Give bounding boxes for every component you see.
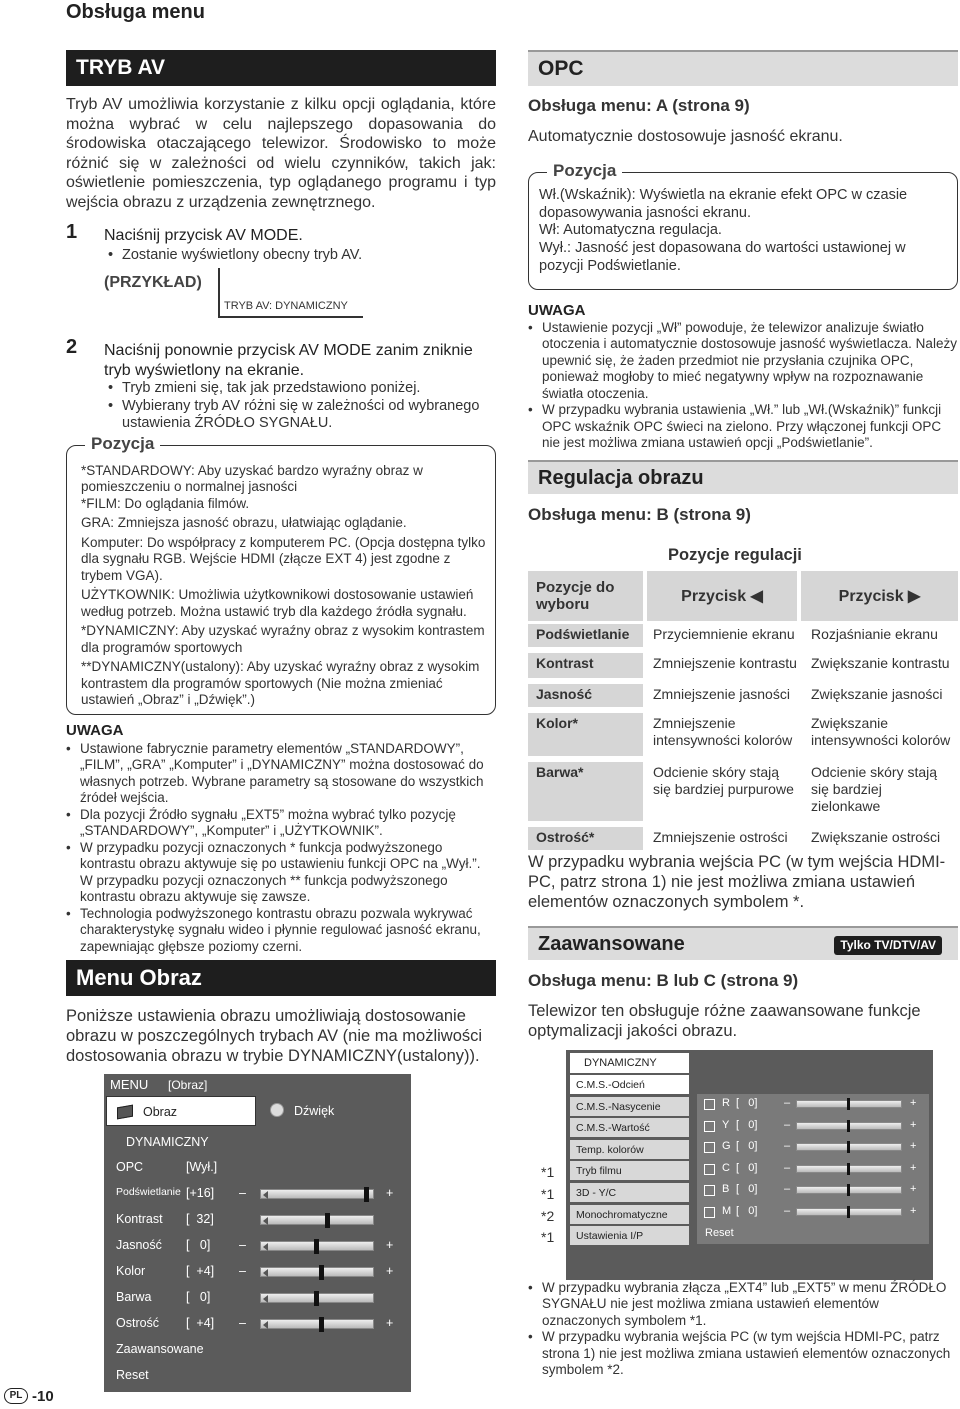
regulacja-sub: Obsługa menu: B (strona 9) (528, 505, 751, 524)
pozycja-item: *STANDARDOWY: Aby uzyskać bardzo wyraźny obraz w pomieszczeniu o normalnej jasności (81, 463, 423, 495)
color-checkbox[interactable] (704, 1121, 715, 1132)
opc-title: OPC (528, 50, 958, 86)
color-checkbox[interactable] (704, 1207, 715, 1218)
regulacja-row (528, 713, 958, 759)
tryb-av-pozycja-box (66, 434, 496, 715)
slider-knob[interactable] (364, 1187, 369, 1202)
plus-sign: + (386, 1316, 394, 1330)
color-channel-slider[interactable] (796, 1165, 902, 1173)
pozycja-list (81, 463, 486, 709)
color-channel-value: [ 0] (736, 1118, 758, 1131)
opc-pozycja-list (539, 187, 951, 275)
page-number: -10 (32, 1388, 54, 1405)
regulacja-effect: Zwiększanie kontrastu (809, 653, 958, 678)
left-arrow-icon (263, 1217, 268, 1225)
page-header: Obsługa menu (66, 1, 205, 23)
minus-sign: – (784, 1140, 791, 1152)
pozycja-item: Komputer: Do współpracy z komputerem PC. (Opcja dostępna tylko dla sygnału RGB. Wejście HDMI (złącze EXT 4) jest zgodne z trybem VGA). (81, 534, 486, 583)
color-channel-value: [ 0] (736, 1097, 758, 1109)
color-channel-value: [ 0] (736, 1140, 758, 1152)
minus-sign: – (239, 1186, 246, 1200)
pozycja-item: *FILM: Do oglądania filmów. (81, 495, 250, 511)
color-channel-slider[interactable] (796, 1100, 902, 1108)
color-checkbox[interactable] (704, 1164, 715, 1175)
zaawansowane-title (528, 926, 958, 960)
slider-knob[interactable] (847, 1206, 850, 1218)
plus-sign: + (910, 1161, 917, 1174)
color-channel-value: [ 0] (736, 1204, 758, 1217)
opc-pozycja-box (528, 161, 958, 290)
tab-obraz[interactable] (106, 1096, 256, 1126)
color-checkbox[interactable] (704, 1099, 715, 1110)
slider-knob[interactable] (319, 1265, 324, 1280)
step1-text: Naciśnij przycisk AV MODE. (104, 227, 303, 244)
footnote-mark: *2 (541, 1207, 555, 1224)
minus-sign: – (239, 1316, 246, 1330)
footnote-mark: *1 (541, 1229, 555, 1246)
speaker-icon (270, 1103, 284, 1117)
menu-row-value: [ 32] (186, 1212, 214, 1226)
regulacja-effect: Zwiększanie intensywności kolorów (809, 713, 958, 756)
menu-row-slider[interactable] (260, 1241, 374, 1251)
menu-row-slider[interactable] (260, 1319, 374, 1329)
menu-row-value: [ +4] (186, 1316, 215, 1330)
regulacja-effect: Odcienie skóry stają się bardziej zielonkawe (809, 762, 958, 821)
menu-row-slider[interactable] (260, 1215, 374, 1225)
menu-mode: DYNAMICZNY (126, 1135, 209, 1149)
color-channel-label: G (722, 1140, 731, 1152)
plus-sign: + (910, 1183, 917, 1195)
reset-item[interactable]: Reset (697, 1224, 929, 1244)
regulacja-effect: Zwiększanie ostrości (809, 827, 958, 850)
opc-sub: Obsługa menu: A (strona 9) (528, 96, 750, 115)
opc-uwaga-title: UWAGA (528, 302, 586, 319)
menu-row-slider[interactable] (260, 1293, 374, 1303)
pozycja-item: *DYNAMICZNY: Aby uzyskać wyraźny obraz z wysokim kontrastem dla programów sportowych (81, 623, 485, 655)
menu-row-label[interactable]: Reset (116, 1368, 149, 1382)
regulacja-effect: Przyciemnienie ekranu (651, 624, 801, 647)
col-header: Przycisk ▶ (801, 571, 958, 621)
regulacja-item: Kontrast (528, 653, 643, 678)
obraz-menu-screen (104, 1074, 411, 1392)
slider-knob[interactable] (314, 1239, 319, 1254)
regulacja-effect: Zwiększanie jasności (809, 684, 958, 707)
zaaw-menu-item[interactable]: Ustawienia I/P (570, 1226, 689, 1245)
footnote-mark: *1 (541, 1186, 555, 1202)
minus-sign: – (239, 1264, 246, 1278)
step2-bullet: • Wybierany tryb AV różni się w zależności od wybranego ustawienia ŹRÓDŁO SYGNAŁU. (108, 398, 496, 433)
uwaga-item: • Technologia podwyższonego kontrastu obrazu pozwala wykrywać charakterystykę sygnału wideo i płynnie regulować jasność ekranu, zapewniając głębsze poziomy czerni. (66, 906, 496, 955)
zaaw-note: • W przypadku wybrania wejścia PC (w tym wejścia HDMI-PC, patrz strona 1) nie jest możliwa zmiana ustawień elementów oznaczonych symbolem *2. (528, 1329, 958, 1378)
step2-number: 2 (66, 336, 78, 358)
plus-sign: + (910, 1097, 917, 1109)
slider-knob[interactable] (847, 1098, 850, 1110)
regulacja-row (528, 827, 958, 853)
opc-pozycja-item: Wł: Automatyczna regulacja. (539, 222, 722, 239)
menu-obraz-title: Menu Obraz (66, 960, 496, 996)
regulacja-title: Regulacja obrazu (528, 460, 958, 494)
color-channel-label: C (722, 1161, 730, 1174)
regulacja-row (528, 684, 958, 710)
menu-row-slider[interactable] (260, 1189, 374, 1199)
regulacja-note: W przypadku wybrania wejścia PC (w tym wejścia HDMI-PC, patrz strona 1) nie jest możliwa zmiana ustawień elementów oznaczonych symbolem *. (528, 853, 946, 912)
tryb-av-title: TRYB AV (66, 50, 496, 86)
opc-pozycja-item: Wył.: Jasność jest dopasowana do wartości ustawionej w pozycji Podświetlanie. (539, 240, 906, 274)
menu-row-label[interactable]: Kontrast (116, 1212, 163, 1226)
menu-row-label[interactable]: Ostrość (116, 1316, 160, 1330)
zaaw-menu-item[interactable]: 3D - Y/C (570, 1183, 689, 1202)
color-checkbox[interactable] (704, 1185, 715, 1196)
color-channel-label: M (722, 1204, 732, 1217)
regulacja-item: Kolor* (528, 713, 643, 756)
menu-obraz-intro: Poniższe ustawienia obrazu umożliwiają dostosowanie obrazu w poszczególnych trybach AV (nie ma możliwości dostosowania obrazu w trybie DYNAMICZNY(ustalony)). (66, 1007, 483, 1066)
tab-dzwiek-label: Dźwięk (294, 1104, 335, 1118)
regulacja-row (528, 653, 958, 681)
left-arrow-icon (263, 1295, 268, 1303)
tryb-av-intro: Tryb AV umożliwia korzystanie z kilku opcji oglądania, które można wybrać w celu najlepszego dopasowania do środowiska otaczającego telewizor. Środowisko to może różnić się w zależności od wielu czynników, takich jak: oświetlenie pomieszczenia, typ oglądanego programu i typ wejścia obrazu z urządzenia zewnętrznego. (66, 96, 496, 211)
regulacja-effect: Rozjaśnianie ekranu (809, 624, 958, 647)
regulacja-row (528, 624, 958, 650)
regulacja-item: Ostrość* (528, 827, 643, 850)
left-arrow-icon (263, 1321, 268, 1329)
step2-bullets (108, 380, 496, 433)
example-label: (PRZYKŁAD) (104, 274, 202, 291)
step2-text: Naciśnij ponownie przycisk AV MODE zanim zniknie tryb wyświetlony na ekranie. (104, 342, 473, 379)
uwaga-title: UWAGA (66, 722, 124, 739)
step2-bullet: • Tryb zmieni się, tak jak przedstawiono poniżej. (108, 380, 496, 398)
regulacja-item: Jasność (528, 684, 643, 707)
col-header: Przycisk ◀ (647, 571, 797, 621)
opc-uwaga-item: • W przypadku wybrania ustawienia „Wł.” lub „Wł.(Wskaźnik)” funkcji OPC wskaźnik OPC świeci na zielono. Przy włączonej funkcji OPC nie jest możliwa zmiana ustawień opcji „Podświetlanie”. (528, 402, 958, 451)
tv-only-badge: Tylko TV/DTV/AV (834, 936, 942, 955)
color-checkbox[interactable] (704, 1142, 715, 1153)
menu-row-slider[interactable] (260, 1267, 374, 1277)
plus-sign: + (386, 1264, 394, 1278)
zaaw-menu-item[interactable]: Temp. kolorów (570, 1140, 689, 1159)
minus-sign: – (239, 1238, 246, 1252)
menu-row-value: [Wył.] (186, 1160, 218, 1174)
color-channel-value: [ 0] (736, 1183, 758, 1195)
zaawansowane-sub: Obsługa menu: B lub C (strona 9) (528, 971, 799, 990)
uwaga-item: • Ustawione fabrycznie parametry elementów „STANDARDOWY”, „FILM”, „GRA” „Komputer” i „DYNAMICZNY” można dostosować do własnych potrzeb. Wybrane parametry są stosowane do wszystkich źródeł wejścia. (66, 741, 496, 807)
menu-row-value: [ 0] (186, 1290, 211, 1304)
color-channel-slider[interactable] (796, 1143, 902, 1151)
tab-obraz-label: Obraz (143, 1105, 178, 1119)
opc-pozycja-item: Wł.(Wskaźnik): Wyświetla na ekranie efekt OPC w czasie dopasowywania jasności ekranu. (539, 187, 908, 221)
opc-uwaga-item: • Ustawienie pozycji „Wł” powoduje, że telewizor analizuje światło otoczenia i automatycznie dostosowuje jasność wyświetlacza. Należy upewnić się, że żaden przedmiot nie przysłania czujnika OPC, ponieważ mogłoby to mieć negatywny wpływ na rozpoznawanie światła otoczenia. (528, 320, 958, 402)
slider-knob[interactable] (319, 1317, 324, 1332)
pozycja-title: Pozycja (85, 434, 160, 455)
slider-knob[interactable] (314, 1291, 319, 1306)
zaaw-menu-item[interactable]: Tryb filmu (570, 1161, 689, 1180)
uwaga-item: • W przypadku pozycji oznaczonych * funkcja podwyższonego kontrastu obrazu aktywuje się po ustawieniu funkcji OPC na „Wył.”. W przypadku pozycji oznaczonych ** funkcja podwyższonego kontrastu obrazu aktywuje się zawsze. (66, 840, 496, 906)
left-arrow-icon (263, 1243, 268, 1251)
zaawansowane-title-text: Zaawansowane (538, 932, 685, 955)
menu-row-value: [ 0] (186, 1238, 211, 1252)
left-arrow-icon (263, 1191, 268, 1199)
example-screen-text: TRYB AV: DYNAMICZNY (224, 300, 348, 312)
color-channel-label: Y (722, 1118, 730, 1131)
zaawansowane-menu-screen (566, 1050, 933, 1280)
regulacja-row (528, 762, 958, 824)
picture-icon (117, 1105, 133, 1120)
menu-row-label[interactable]: Jasność (116, 1238, 162, 1252)
menu-row-value: [+16] (186, 1186, 215, 1200)
plus-sign: + (386, 1238, 394, 1252)
step1-number: 1 (66, 221, 78, 243)
minus-sign: – (784, 1161, 791, 1174)
zaaw-menu-item[interactable]: Monochromatyczne (570, 1205, 689, 1224)
language-badge: PL (4, 1388, 28, 1404)
uwaga-item: • Dla pozycji Źródło sygnału „EXT5” można wybrać tylko pozycję „STANDARDOWY”, „Komputer” i „UŻYTKOWNIK”. (66, 807, 496, 840)
regulacja-item: Podświetlanie (528, 624, 643, 647)
regulacja-effect: Zmniejszenie kontrastu (651, 653, 801, 678)
slider-knob[interactable] (847, 1184, 850, 1196)
minus-sign: – (784, 1118, 791, 1131)
regulacja-item: Barwa* (528, 762, 643, 821)
zaaw-menu-mode: DYNAMICZNY (570, 1053, 689, 1073)
menu-row-value: [ +4] (186, 1264, 215, 1278)
minus-sign: – (784, 1204, 791, 1217)
opc-pozycja-title: Pozycja (547, 161, 622, 182)
zaaw-menu-item[interactable]: C.M.S.-Wartość (570, 1118, 689, 1137)
color-channel-value: [ 0] (736, 1161, 758, 1174)
regulacja-effect: Odcienie skóry stają się bardziej purpurowe (651, 762, 801, 821)
color-channel-slider[interactable] (796, 1208, 902, 1216)
pozycja-item: UŻYTKOWNIK: Umożliwia użytkownikowi dostosowanie ustawień według potrzeb. Można ustawić tryb dla każdego źródła sygnału. (81, 587, 474, 619)
opc-uwaga-list (528, 320, 958, 452)
regulacja-effect: Zmniejszenie intensywności kolorów (651, 713, 801, 756)
color-channel-slider[interactable] (796, 1186, 902, 1194)
plus-sign: + (386, 1186, 394, 1200)
plus-sign: + (910, 1140, 917, 1152)
example-screen (218, 268, 363, 318)
pozycja-item: **DYNAMICZNY(ustalony): Aby uzyskać wyraźny obraz z wysokim kontrastem dla programów sportowych (Nie można zmieniać ustawień „Obraz” i „Dźwięk”.) (81, 659, 480, 708)
regulacja-effect: Zmniejszenie ostrości (651, 827, 801, 850)
left-arrow-icon (263, 1269, 268, 1277)
uwaga-list (66, 741, 496, 955)
pozycja-item: GRA: Zmniejsza jasność obrazu, ułatwiając oglądanie. (81, 515, 407, 531)
menu-row-label[interactable]: Zaawansowane (116, 1342, 204, 1356)
minus-sign: – (784, 1097, 791, 1109)
menu-label: MENU (110, 1077, 149, 1092)
col-header: Pozycje do wyboru (528, 571, 643, 621)
tab-dzwiek[interactable] (266, 1096, 406, 1126)
regulacja-effect: Zmniejszenie jasności (651, 684, 801, 707)
zaaw-menu-item[interactable]: C.M.S.-Odcień (570, 1075, 689, 1094)
menu-breadcrumb: [Obraz] (168, 1078, 208, 1092)
regulacja-header-row (528, 571, 958, 621)
color-channel-slider[interactable] (796, 1122, 902, 1130)
slider-knob[interactable] (847, 1163, 850, 1175)
footnote-mark: *1 (541, 1164, 555, 1181)
zaaw-note: • W przypadku wybrania złącza „EXT4” lub „EXT5” w menu ŹRÓDŁO SYGNAŁU nie jest możliwa zmiana ustawień elementów oznaczonych symbolem *1. (528, 1280, 958, 1329)
zaawansowane-desc: Telewizor ten obsługuje różne zaawansowane funkcje optymalizacji jakości obrazu. (528, 1002, 921, 1041)
slider-knob[interactable] (325, 1213, 330, 1228)
plus-sign: + (910, 1118, 917, 1131)
slider-knob[interactable] (847, 1120, 850, 1132)
zaawansowane-notes (528, 1280, 958, 1379)
slider-knob[interactable] (847, 1141, 850, 1153)
menu-row-label[interactable]: OPC (116, 1160, 144, 1174)
color-channel-label: B (722, 1183, 730, 1195)
regulacja-table-title: Pozycje regulacji (668, 546, 802, 564)
plus-sign: + (910, 1204, 917, 1217)
regulacja-table (528, 571, 958, 621)
zaaw-menu-item[interactable]: C.M.S.-Nasycenie (570, 1097, 689, 1116)
opc-desc: Automatycznie dostosowuje jasność ekranu. (528, 128, 843, 145)
step1-bullet: • Zostanie wyświetlony obecny tryb AV. (108, 247, 488, 265)
color-channel-label: R (722, 1097, 730, 1109)
menu-row-label[interactable]: Barwa (116, 1290, 152, 1304)
menu-row-label[interactable]: Kolor (116, 1264, 146, 1278)
minus-sign: – (784, 1183, 791, 1195)
step1-bullets (108, 247, 488, 265)
menu-row-label[interactable]: Podświetlanie (116, 1186, 181, 1198)
